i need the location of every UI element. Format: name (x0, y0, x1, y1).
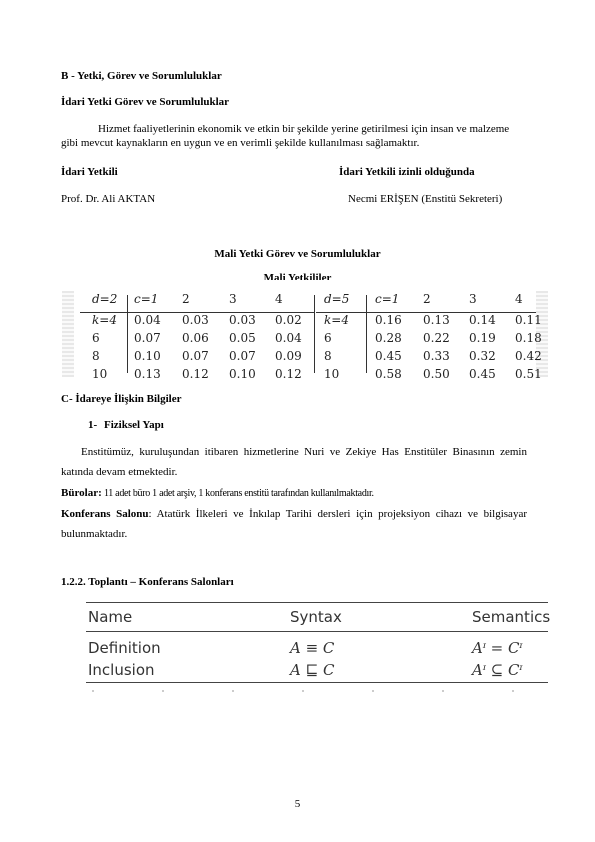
right-table-divider (366, 295, 367, 373)
enstitu-paragraph-line1: Enstitümüz, kuruluşundan itibaren hizmetlerine Nuri ve Zekiye Has Enstitüler Binasının zemin (81, 446, 527, 458)
burolar-line (61, 487, 374, 499)
idari-yetkili-izinli-name: Necmi ERİŞEN (Enstitü Sekreteri) (348, 193, 503, 205)
left-table-cell: 6 (92, 331, 100, 345)
right-table-cell: 0.13 (423, 313, 450, 327)
right-table-header-cell: 2 (423, 292, 431, 306)
left-table-cell: 0.12 (182, 367, 209, 381)
table2-tick (302, 690, 304, 692)
right-table-cell: k=4 (324, 313, 349, 327)
left-table-cell: 8 (92, 349, 100, 363)
left-table-cell: 0.07 (229, 349, 256, 363)
left-table-cell: 0.10 (134, 349, 161, 363)
idari-yetkili-izinli-label: İdari Yetkili izinli olduğunda (339, 166, 475, 178)
right-table-cell: 0.16 (375, 313, 402, 327)
left-table-cell: 0.07 (182, 349, 209, 363)
left-table-cell: 0.10 (229, 367, 256, 381)
section-c-heading: C- İdareye İlişkin Bilgiler (61, 393, 182, 405)
right-table-cell: 0.19 (469, 331, 496, 345)
left-table-header-cell: d=2 (92, 292, 118, 306)
table2-row-definition-semantics: Aᶦ = Cᶦ (472, 639, 523, 657)
konferans-label: Konferans Salonu (61, 508, 149, 520)
section-b-heading: B - Yetki, Görev ve Sorumluluklar (61, 70, 222, 82)
left-table-cell: 10 (92, 367, 108, 381)
table2-tick (372, 690, 374, 692)
left-table-cell: 0.03 (182, 313, 209, 327)
enstitu-paragraph-line2: katında devam etmektedir. (61, 466, 178, 478)
table2-header-rule (86, 631, 548, 632)
fiziksel-yapi-number: 1- (88, 419, 98, 431)
right-table-cell: 8 (324, 349, 332, 363)
right-table-cell: 0.42 (515, 349, 542, 363)
table2-header-name: Name (88, 608, 133, 626)
right-table-cell: 0.51 (515, 367, 542, 381)
table2-header-syntax: Syntax (290, 608, 342, 626)
right-table-header-cell: 3 (469, 292, 477, 306)
right-table-cell: 0.32 (469, 349, 496, 363)
konferans-text: : Atatürk İlkeleri ve İnkılap Tarihi dersleri için projeksiyon cihazı ve bilgisayar (148, 508, 527, 520)
left-table-cell: 0.07 (134, 331, 161, 345)
idari-yetkili-label: İdari Yetkili (61, 166, 118, 178)
fiziksel-yapi-title: Fiziksel Yapı (104, 419, 164, 431)
left-table-cell: 0.13 (134, 367, 161, 381)
table2-header-semantics: Semantics (472, 608, 551, 626)
table2-row-definition-name: Definition (88, 639, 161, 657)
left-table-cell: 0.06 (182, 331, 209, 345)
left-table-cell: k=4 (92, 313, 117, 327)
left-table-divider (127, 295, 128, 373)
left-table-cell: 0.09 (275, 349, 302, 363)
hizmet-paragraph-line1: Hizmet faaliyetlerinin ekonomik ve etkin bir şekilde yerine getirilmesi için insan ve malzeme (98, 123, 510, 135)
table2-row-definition-syntax: A ≡ C (290, 639, 335, 657)
burolar-text: 11 adet büro 1 adet arşiv, 1 konferans enstitü tarafından kullanılmaktadır. (101, 488, 374, 499)
right-table-cell: 0.11 (515, 313, 542, 327)
idari-yetkili-name: Prof. Dr. Ali AKTAN (61, 193, 156, 205)
left-table-cell: 0.12 (275, 367, 302, 381)
right-table-header-cell: 4 (515, 292, 523, 306)
right-table-cell: 0.33 (423, 349, 450, 363)
probability-table (62, 291, 548, 381)
left-table-header-cell: 4 (275, 292, 283, 306)
right-table-cell: 0.28 (375, 331, 402, 345)
right-table-header-cell: c=1 (375, 292, 400, 306)
left-table-cell: 0.04 (134, 313, 161, 327)
left-table-cell: 0.03 (229, 313, 256, 327)
table2-tick (162, 690, 164, 692)
right-table-cell: 0.22 (423, 331, 450, 345)
syntax-semantics-table (72, 598, 551, 696)
mali-yetki-title: Mali Yetki Görev ve Sorumluluklar (214, 248, 381, 260)
table2-row-inclusion-semantics: Aᶦ ⊆ Cᶦ (472, 661, 523, 679)
table2-tick (92, 690, 94, 692)
left-table-header-cell: 2 (182, 292, 190, 306)
hizmet-paragraph-line2: gibi mevcut kaynakların en uygun ve en verimli şekilde kullanılması sağlamaktır. (61, 137, 420, 149)
right-table-cell: 0.14 (469, 313, 496, 327)
left-table-header-cell: 3 (229, 292, 237, 306)
right-table-cell: 0.18 (515, 331, 542, 345)
right-table-cell: 0.58 (375, 367, 402, 381)
table2-tick (512, 690, 514, 692)
right-table-cell: 10 (324, 367, 340, 381)
mali-yetkililer-subtitle: Mali Yetkililer (263, 272, 332, 280)
konferans-paragraph-line2: bulunmaktadır. (61, 528, 128, 540)
left-table-header-cell: c=1 (134, 292, 159, 306)
table2-top-rule (86, 602, 548, 603)
table2-tick (232, 690, 234, 692)
right-table-cell: 0.50 (423, 367, 450, 381)
table2-row-inclusion-name: Inclusion (88, 661, 155, 679)
left-table-cell: 0.02 (275, 313, 302, 327)
table2-row-inclusion-syntax: A ⊑ C (290, 661, 335, 679)
toplanti-heading: 1.2.2. Toplantı – Konferans Salonları (61, 576, 234, 588)
right-table-header-cell: d=5 (324, 292, 350, 306)
right-table-cell: 6 (324, 331, 332, 345)
table2-tick (442, 690, 444, 692)
left-table-cell: 0.04 (275, 331, 302, 345)
idari-yetki-heading: İdari Yetki Görev ve Sorumluluklar (61, 96, 230, 108)
table-left-shade (62, 291, 74, 377)
left-table-cell: 0.05 (229, 331, 256, 345)
table-center-divider (314, 295, 315, 373)
page-number: 5 (294, 798, 301, 810)
konferans-paragraph-line1 (61, 508, 527, 521)
right-table-cell: 0.45 (375, 349, 402, 363)
right-table-cell: 0.45 (469, 367, 496, 381)
table2-bottom-rule (86, 682, 548, 683)
burolar-label: Bürolar: (61, 487, 102, 499)
